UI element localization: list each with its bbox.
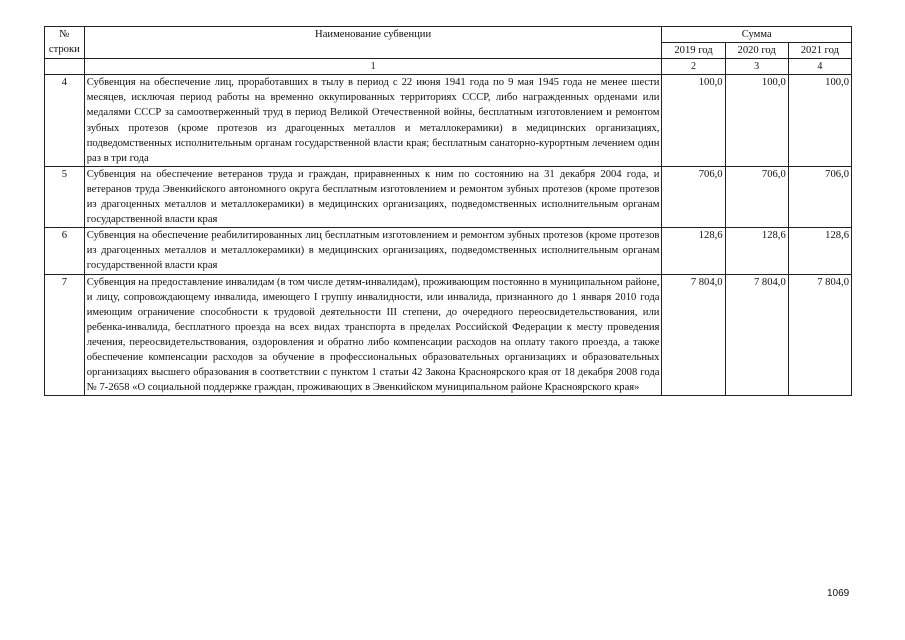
amount-2020: 7 804,0 — [725, 274, 788, 396]
header-row — [45, 27, 852, 43]
page-number: 1069 — [827, 588, 850, 599]
amount-2020: 128,6 — [725, 228, 788, 274]
subvention-name: Субвенция на обеспечение ветеранов труда и граждан, приравненных к ним по состоянию на 31 декабря 2004 года, и ветеранов труда Эвенкийского автономного округа бесплатным изготовлением и ремонтом зубных протезов (кроме протезов из драгоценных металлов и металлокерамики) в медицинских организациях, подведомственных исполнительным органам государственной власти края — [84, 166, 662, 227]
header-name: Наименование субвенции — [84, 27, 662, 59]
table-row — [45, 75, 852, 167]
amount-2019: 706,0 — [662, 166, 725, 227]
table-row — [45, 274, 852, 396]
row-number: 7 — [45, 274, 85, 396]
column-index-2: 2 — [662, 59, 725, 75]
amount-2021: 7 804,0 — [788, 274, 851, 396]
header-year-2019: 2019 год — [662, 43, 725, 59]
header-num-label: строки — [48, 44, 80, 56]
table-row — [45, 166, 852, 227]
row-number: 5 — [45, 166, 85, 227]
amount-2020: 100,0 — [725, 75, 788, 167]
amount-2021: 128,6 — [788, 228, 851, 274]
amount-2021: 706,0 — [788, 166, 851, 227]
column-index-3: 3 — [725, 59, 788, 75]
column-index-blank — [45, 59, 85, 75]
subvention-name: Субвенция на обеспечение лиц, проработавших в тылу в период с 22 июня 1941 года по 9 мая 1945 года не менее шести месяцев, исключая период работы на временно оккупированных территориях СССР, либо награжденных орденами или медалями СССР за самоотверженный труд в период Великой Отечественной войны, бесплатным изготовлением и ремонтом зубных протезов (кроме протезов из драгоценных металлов и металлокерамики) в медицинских организациях, подведомственных исполнительным органам государственной власти края; бесплатным санаторно-курортным лечением один раз в три года — [84, 75, 662, 167]
header-row-number — [45, 27, 85, 59]
column-index-4: 4 — [788, 59, 851, 75]
header-num-sign: № — [59, 29, 70, 40]
row-number: 4 — [45, 75, 85, 167]
amount-2019: 7 804,0 — [662, 274, 725, 396]
header-year-2020: 2020 год — [725, 43, 788, 59]
subventions-table — [44, 26, 852, 396]
subvention-name: Субвенция на предоставление инвалидам (в том числе детям-инвалидам), проживающим постоянно в муниципальном районе, и лицу, сопровождающему инвалида, имеющего I группу инвалидности, или инвалида, признанного до 1 января 2010 года имеющим ограничение способности к трудовой деятельности III степени, до очередного переосвидетельствования, или ребенка-инвалида, бесплатного проезда на всех видах транспорта в пределах Российской Федерации к месту проведения лечения, переосвидетельствования, оздоровления и обратно либо компенсации расходов на оплату такого проезда, а также обеспечение компенсации расходов за обучение в профессиональных образовательных организациях и образовательных организациях высшего образования в соответствии с пунктом 1 статьи 42 Закона Красноярского края от 18 декабря 2008 года № 7-2658 «О социальной поддержке граждан, проживающих в Эвенкийском муниципальном районе Красноярского края» — [84, 274, 662, 396]
amount-2019: 100,0 — [662, 75, 725, 167]
subvention-name: Субвенция на обеспечение реабилитированных лиц бесплатным изготовлением и ремонтом зубных протезов (кроме протезов из драгоценных металлов и металлокерамики) в медицинских организациях, подведомственных исполнительным органам государственной власти края — [84, 228, 662, 274]
header-sum: Сумма — [662, 27, 852, 43]
column-index-1: 1 — [84, 59, 662, 75]
header-year-2021: 2021 год — [788, 43, 851, 59]
amount-2019: 128,6 — [662, 228, 725, 274]
amount-2020: 706,0 — [725, 166, 788, 227]
column-index-row — [45, 59, 852, 75]
table-row — [45, 228, 852, 274]
amount-2021: 100,0 — [788, 75, 851, 167]
row-number: 6 — [45, 228, 85, 274]
